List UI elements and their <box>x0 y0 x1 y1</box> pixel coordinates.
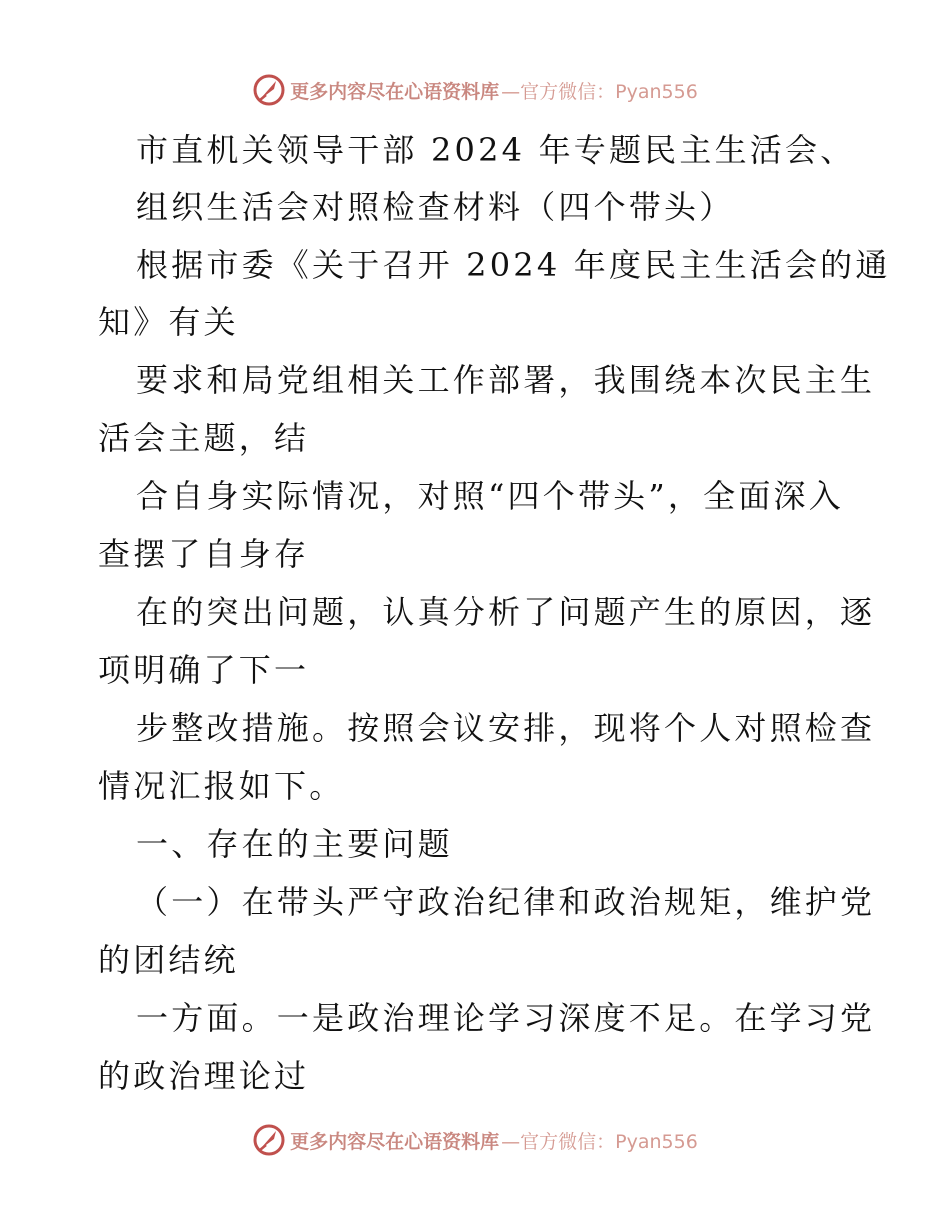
section-heading: 一、存在的主要问题 <box>136 825 453 863</box>
watermark-main-text: 更多内容尽在心语资料库 <box>290 1130 500 1153</box>
paragraph-line: 项明确了下一 <box>98 651 310 689</box>
paragraph-line: 一方面。一是政治理论学习深度不足。在学习党 <box>136 999 876 1037</box>
subsection-heading: （一）在带头严守政治纪律和政治规矩，维护党 <box>136 883 876 921</box>
paragraph-line: 的政治理论过 <box>98 1057 310 1095</box>
paragraph-line: 合自身实际情况，对照“四个带头”，全面深入 <box>136 477 844 515</box>
watermark-main-text: 更多内容尽在心语资料库 <box>290 80 500 103</box>
paragraph-line: 知》有关 <box>98 303 239 341</box>
paragraph-line: 根据市委《关于召开 2024 年度民主生活会的通 <box>136 246 891 284</box>
watermark-sub-text: —官方微信：Pyan556 <box>501 80 698 103</box>
watermark-footer <box>0 1120 950 1160</box>
title-line-1: 市直机关领导干部 2024 年专题民主生活会、 <box>136 131 856 169</box>
quill-logo-icon <box>252 73 286 107</box>
paragraph-line: 在的突出问题，认真分析了问题产生的原因，逐 <box>136 593 876 631</box>
paragraph-line: 步整改措施。按照会议安排，现将个人对照检查 <box>136 709 876 747</box>
quill-logo-icon <box>252 1123 286 1157</box>
watermark-header <box>0 70 950 110</box>
paragraph-line: 情况汇报如下。 <box>98 767 345 805</box>
title-line-2: 组织生活会对照检查材料（四个带头） <box>136 188 735 226</box>
paragraph-line: 要求和局党组相关工作部署，我围绕本次民主生 <box>136 361 876 399</box>
paragraph-line: 的团结统 <box>98 941 239 979</box>
paragraph-line: 查摆了自身存 <box>98 535 310 573</box>
paragraph-line: 活会主题，结 <box>98 419 310 457</box>
watermark-sub-text: —官方微信：Pyan556 <box>501 1130 698 1153</box>
